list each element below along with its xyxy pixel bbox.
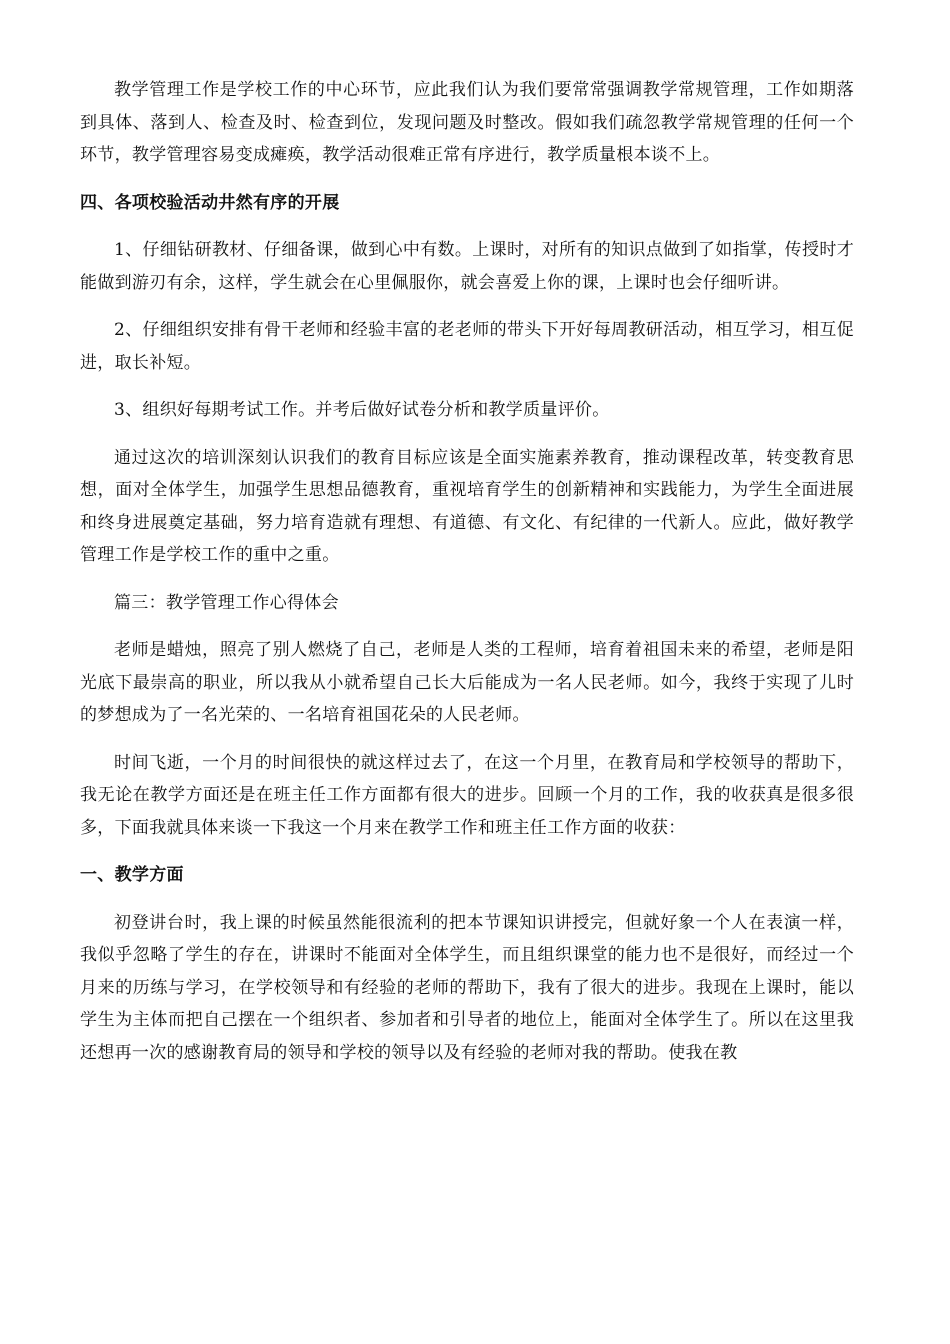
paragraph: 教学管理工作是学校工作的中心环节，应此我们认为我们要常常强调教学常规管理，工作如期落到具体、落到人、检查及时、检查到位，发现问题及时整改。假如我们疏忽教学常规管理的任何一个环节，教学管理容易变成瘫痪，教学活动很难正常有序进行，教学质量根本谈不上。 <box>80 80 854 165</box>
paragraph: 3、组织好每期考试工作。并考后做好试卷分析和教学质量评价。 <box>114 400 610 420</box>
paragraph: 2、仔细组织安排有骨干老师和经验丰富的老老师的带头下开好每周教研活动，相互学习，相互促进，取长补短。 <box>80 320 854 373</box>
paragraph: 初登讲台时，我上课的时候虽然能很流利的把本节课知识讲授完，但就好象一个人在表演一样，我似乎忽略了学生的存在，讲课时不能面对全体学生，而且组织课堂的能力也不是很好，而经过一个月来的历练与学习，在学校领导和有经验的老师的帮助下，我有了很大的进步。我现在上课时，能以学生为主体而把自己摆在一个组织者、参加者和引导者的地位上，能面对全体学生了。所以在这里我还想再一次的感谢教育局的领导和学校的领导以及有经验的老师对我的帮助。使我在教 <box>80 912 854 1063</box>
section-heading: 一、教学方面 <box>80 865 184 885</box>
paragraph: 老师是蜡烛，照亮了别人燃烧了自己，老师是人类的工程师，培育着祖国未来的希望，老师是阳光底下最崇高的职业，所以我从小就希望自己长大后能成为一名人民老师。如今，我终于实现了儿时的梦想成为了一名光荣的、一名培育祖国花朵的人民老师。 <box>80 640 854 725</box>
article-title: 篇三：教学管理工作心得体会 <box>114 592 339 613</box>
section-heading: 四、各项校验活动井然有序的开展 <box>80 192 340 213</box>
paragraph: 1、仔细钻研教材、仔细备课，做到心中有数。上课时，对所有的知识点做到了如指掌，传授时才能做到游刃有余，这样，学生就会在心里佩服你，就会喜爱上你的课，上课时也会仔细听讲。 <box>80 240 854 293</box>
document-page <box>80 74 854 1084</box>
paragraph: 通过这次的培训深刻认识我们的教育目标应该是全面实施素养教育，推动课程改革，转变教育思想，面对全体学生，加强学生思想品德教育，重视培育学生的创新精神和实践能力，为学生全面进展和终身进展奠定基础，努力培育造就有理想、有道德、有文化、有纪律的一代新人。应此，做好教学管理工作是学校工作的重中之重。 <box>80 447 854 565</box>
paragraph: 时间飞逝，一个月的时间很快的就这样过去了，在这一个月里，在教育局和学校领导的帮助下，我无论在教学方面还是在班主任工作方面都有很大的进步。回顾一个月的工作，我的收获真是很多很多，下面我就具体来谈一下我这一个月来在教学工作和班主任工作方面的收获： <box>80 752 854 838</box>
